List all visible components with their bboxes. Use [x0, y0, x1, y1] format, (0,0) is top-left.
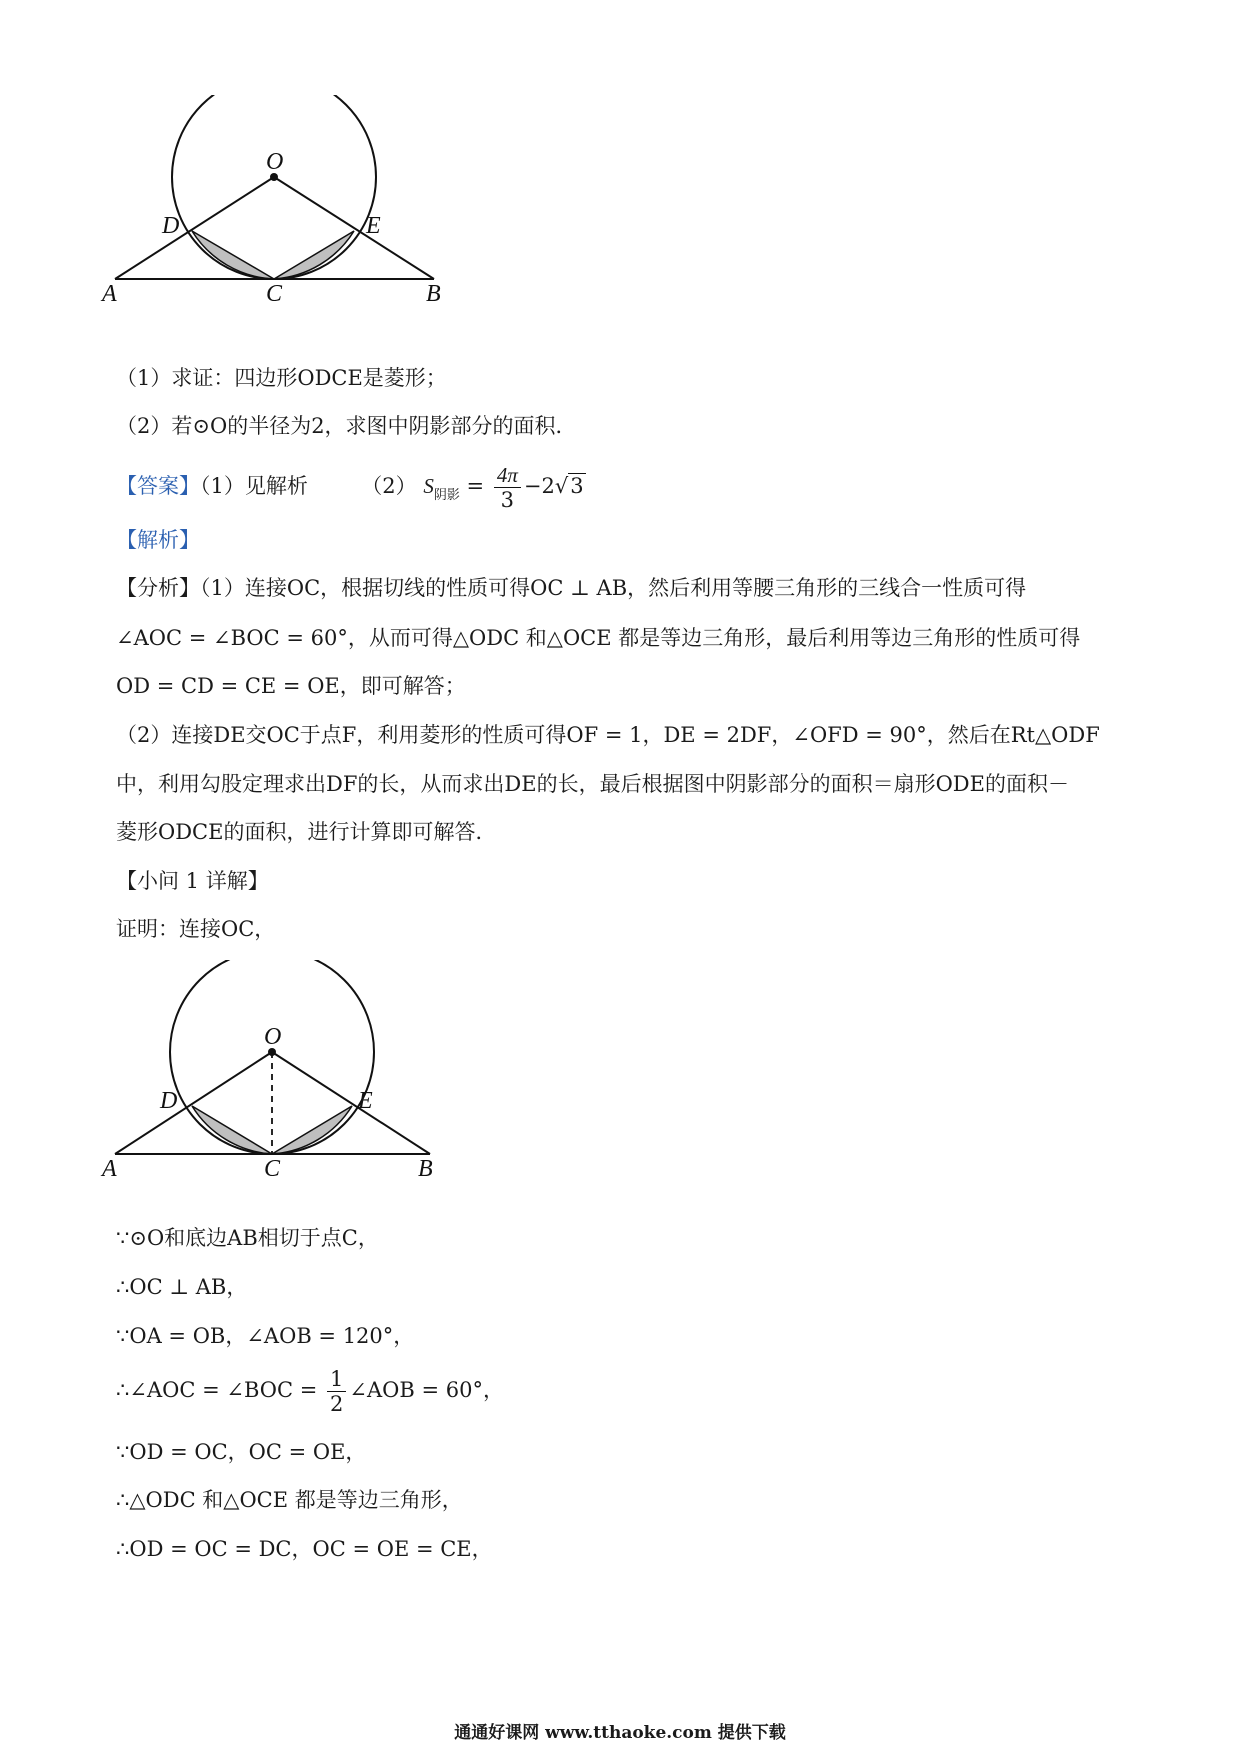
label-d: D: [160, 1088, 178, 1114]
fraction-4pi-over-3: $\frac{4\pi}{3}$: [494, 463, 521, 512]
proof-step-1: ∵⊙O和底边AB相切于点C，: [116, 1226, 379, 1250]
figure-1-svg: [100, 95, 500, 340]
detail-tag: 【小问 1 详解】: [116, 869, 269, 893]
answer-tag: 【答案】: [116, 474, 200, 498]
label-o: O: [264, 1024, 282, 1050]
shaded-segment-left: [192, 231, 274, 279]
answer-line: 【答案】（1）见解析 （2） $S_{阴影}$ = $\frac{4\pi}{3}$ −2√3: [116, 463, 584, 512]
label-e: E: [358, 1088, 373, 1114]
area-symbol: S: [423, 474, 434, 498]
question-2: （2）若⊙O的半径为2，求图中阴影部分的面积．: [116, 414, 577, 438]
label-b: B: [418, 1156, 433, 1182]
segment-ob: [274, 177, 434, 279]
proof-step-3: ∵OA = OB，∠AOB = 120°，: [116, 1324, 415, 1348]
geometry-figure-2: [100, 960, 500, 1205]
analysis-p1-line2: ∠AOC = ∠BOC = 60°，从而可得△ODC 和△OCE 都是等边三角形，最后利用等边三角形的性质可得: [116, 626, 1081, 650]
proof-step-4: ∴∠AOC = ∠BOC = $\frac{1}{2}$ ∠AOB = 60°，: [116, 1367, 504, 1416]
analysis-p1-line1: 【分析】（1）连接OC，根据切线的性质可得OC ⊥ AB，然后利用等腰三角形的三线合一性质可得: [116, 576, 1027, 600]
analysis-tag: 【解析】: [116, 528, 200, 552]
proof-step-2: ∴OC ⊥ AB，: [116, 1275, 248, 1299]
segment-oa: [115, 1052, 272, 1154]
label-o: O: [266, 149, 284, 175]
analysis-p2-line3: 菱形ODCE的面积，进行计算即可解答．: [116, 820, 497, 844]
label-a: A: [102, 281, 117, 307]
label-d: D: [162, 213, 180, 239]
label-b: B: [426, 281, 441, 307]
analysis-p2-line2: 中，利用勾股定理求出DF的长，从而求出DE的长，最后根据图中阴影部分的面积＝扇形ODE的面积－: [116, 772, 1069, 796]
sqrt-symbol: √: [554, 474, 569, 498]
segment-ob: [272, 1052, 430, 1154]
segment-oa: [115, 177, 274, 279]
proof-start: 证明：连接OC，: [116, 917, 276, 941]
fraction-one-half: $\frac{1}{2}$: [327, 1367, 346, 1416]
proof-step-6: ∴△ODC 和△OCE 都是等边三角形，: [116, 1488, 463, 1512]
label-e: E: [366, 213, 381, 239]
figure-2-svg: [100, 960, 500, 1205]
label-a: A: [102, 1156, 117, 1182]
label-c: C: [266, 281, 283, 307]
analysis-p1-line3: OD = CD = CE = OE，即可解答；: [116, 674, 466, 698]
page-footer: 通通好课网 www.tthaoke.com 提供下载: [454, 1723, 786, 1743]
question-1: （1）求证：四边形ODCE是菱形；: [116, 366, 447, 390]
analysis-p2-line1: （2）连接DE交OC于点F，利用菱形的性质可得OF = 1，DE = 2DF，∠OFD = 90°，然后在Rt△ODF: [116, 723, 1100, 747]
circle-symbol: ⊙: [192, 414, 210, 438]
sqrt-radicand: 3: [570, 474, 584, 498]
geometry-figure-1: [100, 95, 500, 340]
circle-o: [172, 95, 376, 279]
proof-step-5: ∵OD = OC，OC = OE，: [116, 1440, 367, 1464]
label-c: C: [264, 1156, 281, 1182]
proof-step-7: ∴OD = OC = DC，OC = OE = CE，: [116, 1537, 493, 1561]
